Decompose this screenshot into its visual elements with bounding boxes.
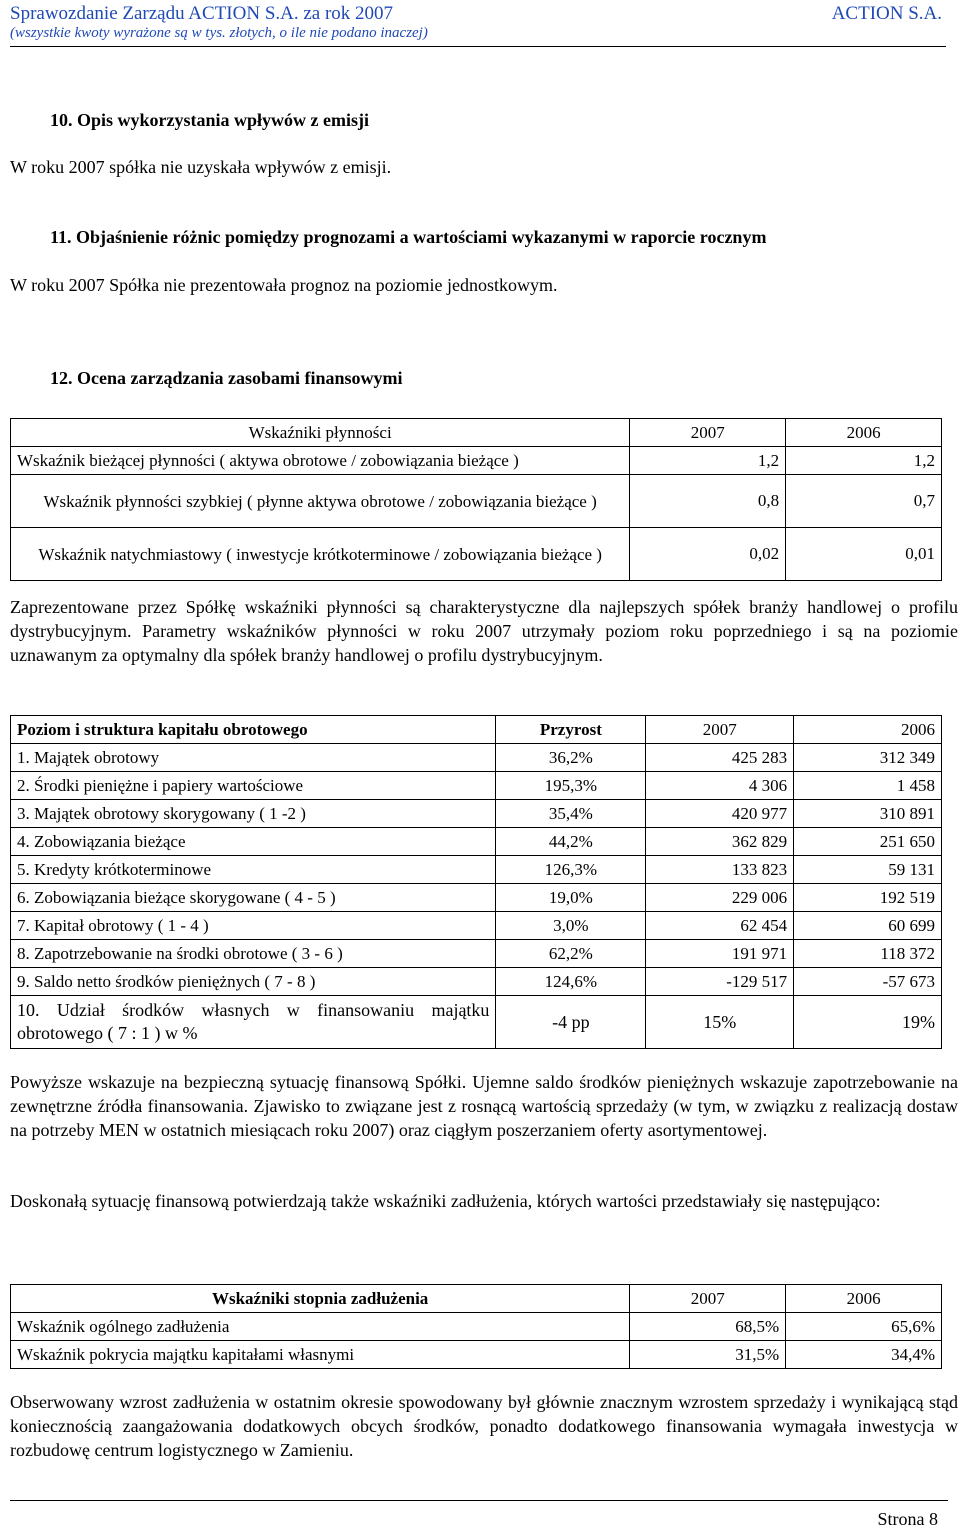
item-label: 5. Kredyty krótkoterminowe (11, 856, 496, 884)
section-12-title: 12. Ocena zarządzania zasobami finansowymi (50, 368, 403, 388)
value-2006: 19% (794, 996, 942, 1049)
ratio-label: Wskaźnik ogólnego zadłużenia (11, 1313, 630, 1341)
value-2007: 31,5% (630, 1341, 786, 1369)
debt-ratios-table (10, 1284, 942, 1369)
column-header: 2007 (630, 419, 786, 447)
table-row (11, 744, 942, 772)
item-label: 4. Zobowiązania bieżące (11, 828, 496, 856)
ratio-label: Wskaźnik płynności szybkiej ( płynne aktywa obrotowe / zobowiązania bieżące ) (11, 475, 630, 528)
value-2006: 310 891 (794, 800, 942, 828)
debt-commentary: Obserwowany wzrost zadłużenia w ostatnim okresie spowodowany był głównie znacznym wzrostem sprzedaży i wynikającą stąd koniecznością zaangażowania dodatkowych obcych środków, ponadto dodatkowego finansowania wymagała inwestycja w rozbudowę centrum logistycznego w Zamieniu. (10, 1392, 958, 1460)
value-2006: 0,01 (786, 528, 942, 581)
table-row (11, 940, 942, 968)
capital-commentary: Powyższe wskazuje na bezpieczną sytuację finansową Spółki. Ujemne saldo środków pieniężnych wskazuje zapotrzebowanie na zewnętrzne źródła finansowania. Zjawisko to związane jest z rosnącą wartością sprzedaży (w tym, w związku z realizacją dostaw na potrzeby MEN w ostatnich miesiącach roku 2007) oraz ciągłym poszerzaniem oferty asortymentowej. (10, 1072, 958, 1140)
debt-intro: Doskonałą sytuację finansową potwierdzają także wskaźniki zadłużenia, których wartości przedstawiały się następująco: (10, 1191, 881, 1211)
value-2007: 362 829 (646, 828, 794, 856)
growth-value: 126,3% (496, 856, 646, 884)
growth-value: -4 pp (496, 996, 646, 1049)
growth-value: 195,3% (496, 772, 646, 800)
growth-value: 124,6% (496, 968, 646, 996)
section-10-title: 10. Opis wykorzystania wpływów z emisji (50, 110, 369, 130)
value-2007: 425 283 (646, 744, 794, 772)
liquidity-table (10, 418, 942, 581)
column-header: Wskaźniki stopnia zadłużenia (11, 1285, 630, 1313)
table-row (11, 800, 942, 828)
value-2007: 1,2 (630, 447, 786, 475)
value-2007: 133 823 (646, 856, 794, 884)
table-row (11, 475, 942, 528)
column-header: 2007 (646, 716, 794, 744)
table-row (11, 1313, 942, 1341)
ratio-label: Wskaźnik bieżącej płynności ( aktywa obrotowe / zobowiązania bieżące ) (11, 447, 630, 475)
value-2006: 1 458 (794, 772, 942, 800)
item-label: 7. Kapitał obrotowy ( 1 - 4 ) (11, 912, 496, 940)
value-2006: 60 699 (794, 912, 942, 940)
growth-value: 19,0% (496, 884, 646, 912)
value-2007: 62 454 (646, 912, 794, 940)
item-label: 9. Saldo netto środków pieniężnych ( 7 - 8 ) (11, 968, 496, 996)
growth-value: 44,2% (496, 828, 646, 856)
report-title: Sprawozdanie Zarządu ACTION S.A. za rok 2007 (10, 3, 394, 24)
table-header-row (11, 716, 942, 744)
ratio-label: Wskaźnik pokrycia majątku kapitałami własnymi (11, 1341, 630, 1369)
page-header (10, 3, 942, 25)
table-header-row (11, 419, 942, 447)
item-label: 10. Udział środków własnych w finansowaniu majątku obrotowego ( 7 : 1 ) w % (11, 996, 496, 1049)
table-row (11, 772, 942, 800)
table-row (11, 828, 942, 856)
value-2006: 312 349 (794, 744, 942, 772)
item-label: 6. Zobowiązania bieżące skorygowane ( 4 - 5 ) (11, 884, 496, 912)
table-row (11, 968, 942, 996)
value-2007: 229 006 (646, 884, 794, 912)
value-2006: 59 131 (794, 856, 942, 884)
section-11-text: W roku 2007 Spółka nie prezentowała prognoz na poziomie jednostkowym. (10, 275, 558, 295)
working-capital-table (10, 715, 942, 1049)
page-number: Strona 8 (877, 1509, 938, 1529)
value-2007: 0,02 (630, 528, 786, 581)
table-row (11, 528, 942, 581)
column-header: 2006 (786, 1285, 942, 1313)
section-11-title: 11. Objaśnienie różnic pomiędzy prognozami a wartościami wykazanymi w raporcie rocznym (50, 227, 767, 247)
header-divider (10, 46, 946, 47)
table-row (11, 996, 942, 1049)
value-2006: 34,4% (786, 1341, 942, 1369)
table-row (11, 1341, 942, 1369)
column-header: 2007 (630, 1285, 786, 1313)
amounts-note: (wszystkie kwoty wyrażone są w tys. złotych, o ile nie podano inaczej) (10, 25, 428, 41)
footer-divider (10, 1500, 948, 1501)
table-row (11, 447, 942, 475)
table-row (11, 884, 942, 912)
value-2007: -129 517 (646, 968, 794, 996)
value-2007: 4 306 (646, 772, 794, 800)
growth-value: 36,2% (496, 744, 646, 772)
item-label: 3. Majątek obrotowy skorygowany ( 1 -2 ) (11, 800, 496, 828)
column-header: 2006 (786, 419, 942, 447)
value-2006: 192 519 (794, 884, 942, 912)
value-2006: -57 673 (794, 968, 942, 996)
column-header: Poziom i struktura kapitału obrotowego (11, 716, 496, 744)
value-2006: 251 650 (794, 828, 942, 856)
company-name: ACTION S.A. (831, 3, 942, 24)
item-label: 2. Środki pieniężne i papiery wartościowe (11, 772, 496, 800)
ratio-label: Wskaźnik natychmiastowy ( inwestycje krótkoterminowe / zobowiązania bieżące ) (11, 528, 630, 581)
value-2007: 15% (646, 996, 794, 1049)
growth-value: 3,0% (496, 912, 646, 940)
column-header: Wskaźniki płynności (11, 419, 630, 447)
value-2007: 420 977 (646, 800, 794, 828)
value-2007: 0,8 (630, 475, 786, 528)
value-2006: 65,6% (786, 1313, 942, 1341)
value-2006: 0,7 (786, 475, 942, 528)
column-header: Przyrost (496, 716, 646, 744)
table-row (11, 856, 942, 884)
item-label: 1. Majątek obrotowy (11, 744, 496, 772)
section-10-text: W roku 2007 spółka nie uzyskała wpływów z emisji. (10, 157, 392, 177)
growth-value: 35,4% (496, 800, 646, 828)
item-label: 8. Zapotrzebowanie na środki obrotowe ( 3 - 6 ) (11, 940, 496, 968)
value-2007: 191 971 (646, 940, 794, 968)
liquidity-commentary: Zaprezentowane przez Spółkę wskaźniki płynności są charakterystyczne dla najlepszych spółek branży handlowej o profilu dystrybucyjnym. Parametry wskaźników płynności w roku 2007 utrzymały poziom roku poprzedniego i są na poziomie uznawanym za optymalny dla spółek branży handlowej o profilu dystrybucyjnym. (10, 597, 958, 665)
value-2006: 118 372 (794, 940, 942, 968)
column-header: 2006 (794, 716, 942, 744)
table-row (11, 912, 942, 940)
growth-value: 62,2% (496, 940, 646, 968)
value-2007: 68,5% (630, 1313, 786, 1341)
table-header-row (11, 1285, 942, 1313)
value-2006: 1,2 (786, 447, 942, 475)
